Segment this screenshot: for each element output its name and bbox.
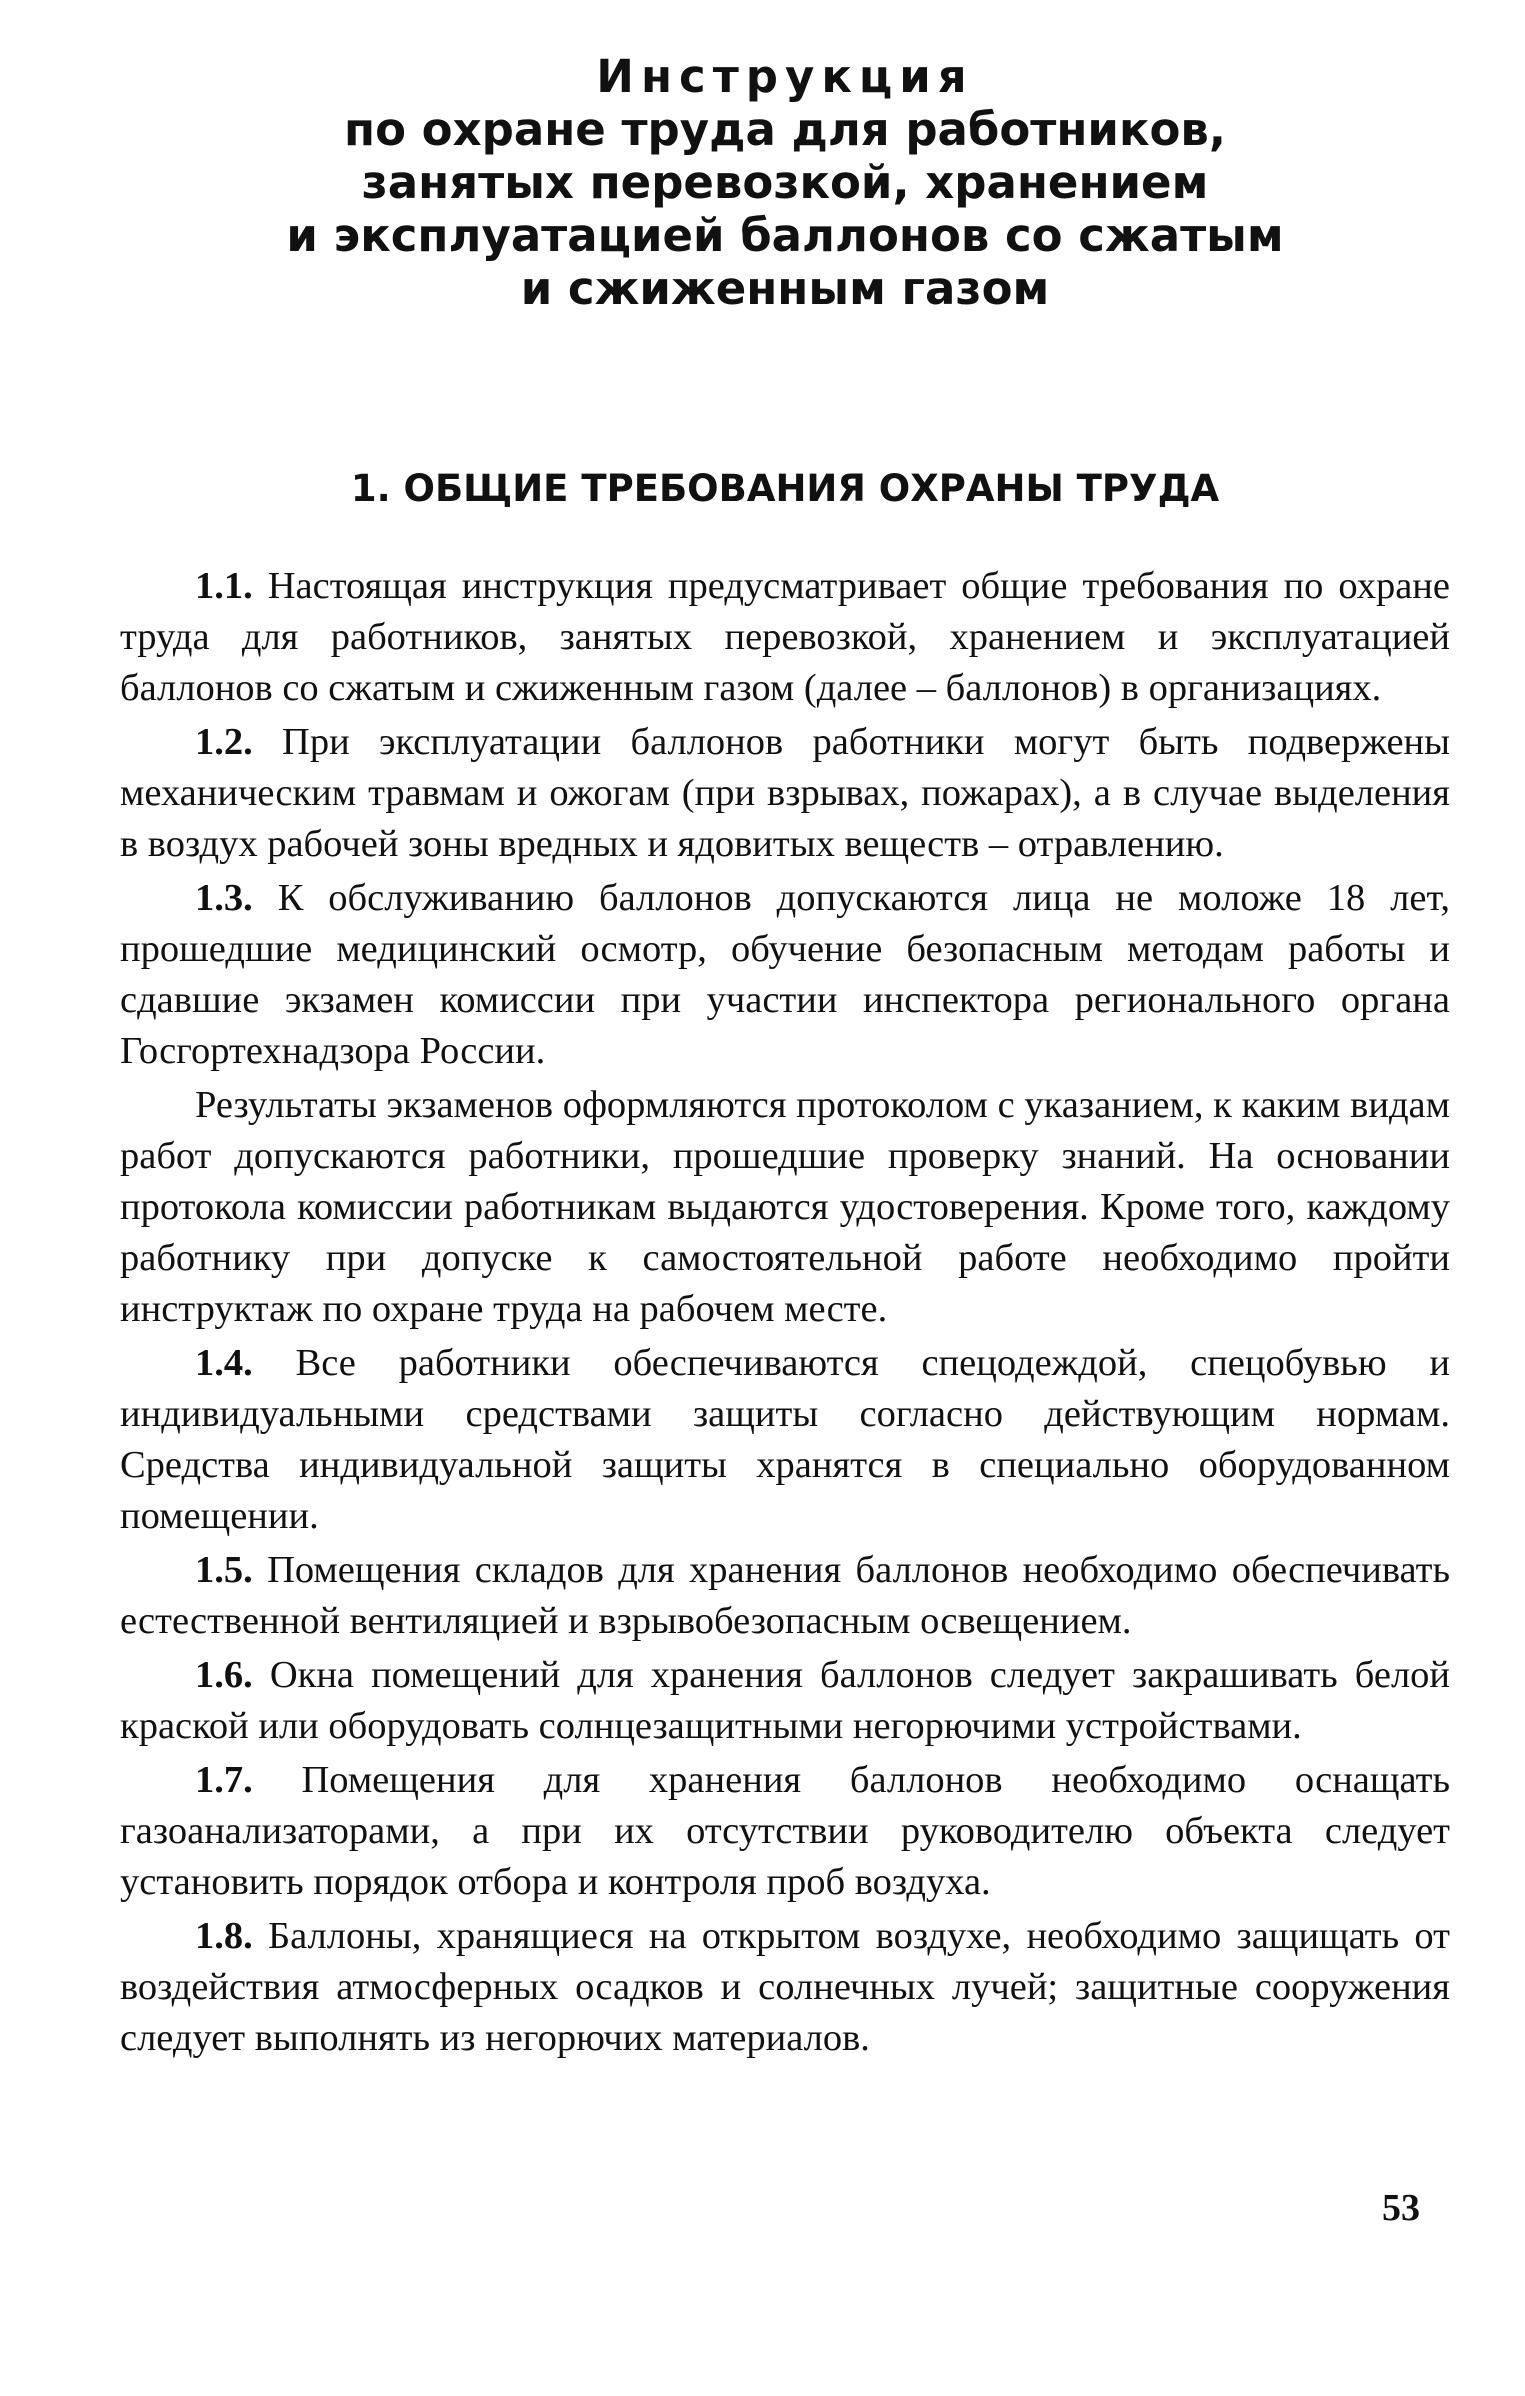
clause-number: 1.7.: [195, 1759, 253, 1801]
title-line: занятых перевозкой, хранением: [361, 156, 1209, 209]
page-number: 53: [1382, 2187, 1420, 2229]
document-page: [120, 50, 1450, 2350]
paragraph-text: При эксплуатации баллонов работники могут быть подвержены механическим травмам и ожогам (при взрывах, пожарах), а в случае выделения в воздух рабочей зоны вредных и ядовитых веществ – отравлению.: [120, 721, 1450, 865]
section-body: [120, 561, 1450, 2064]
document-title: [120, 50, 1450, 315]
clause-number: 1.5.: [195, 1549, 253, 1591]
clause-number: 1.6.: [195, 1654, 253, 1696]
paragraph-text: Все работники обеспечиваются спецодеждой, спецобувью и индивидуальными средствами защиты согласно действующим нормам. Средства индивидуальной защиты хранятся в специально оборудованном помещении.: [120, 1342, 1450, 1537]
paragraph-text: Окна помещений для хранения баллонов следует закрашивать белой краской или оборудовать солнцезащитными негорючими устройствами.: [120, 1654, 1451, 1747]
paragraph-1-3: [120, 873, 1450, 1077]
paragraph-1-3-continued: [120, 1080, 1450, 1335]
clause-number: 1.1.: [195, 565, 253, 607]
paragraph-text: К обслуживанию баллонов допускаются лица не моложе 18 лет, прошедшие медицинский осмотр, обучение безопасным методам работы и сдавшие экзамен комиссии при участии инспектора регионального органа Госгортехнадзора России.: [120, 877, 1450, 1072]
paragraph-1-2: [120, 717, 1450, 870]
clause-number: 1.3.: [195, 877, 253, 919]
paragraph-text: Помещения складов для хранения баллонов необходимо обеспечивать естественной вентиляцией и взрывобезопасным освещением.: [120, 1549, 1450, 1642]
paragraph-text: Помещения для хранения баллонов необходимо оснащать газоанализаторами, а при их отсутствии руководителю объекта следует установить порядок отбора и контроля проб воздуха.: [120, 1759, 1450, 1903]
paragraph-1-8: [120, 1911, 1450, 2064]
title-line: и эксплуатацией баллонов со сжатым: [286, 209, 1284, 262]
paragraph-1-7: [120, 1755, 1450, 1908]
title-line: по охране труда для работников,: [344, 103, 1226, 156]
paragraph-1-1: [120, 561, 1450, 714]
title-line: и сжиженным газом: [520, 262, 1050, 315]
clause-number: 1.2.: [195, 721, 253, 763]
section-heading: 1. ОБЩИЕ ТРЕБОВАНИЯ ОХРАНЫ ТРУДА: [350, 467, 1220, 510]
paragraph-text: Результаты экзаменов оформляются протоколом с указанием, к каким видам работ допускаются работники, прошедшие проверку знаний. На основании протокола комиссии работникам выдаются удостоверения. Кроме того, каждому работнику при допуске к самостоятельной работе необходимо пройти инструктаж по охране труда на рабочем месте.: [120, 1084, 1450, 1330]
clause-number: 1.4.: [195, 1342, 253, 1384]
paragraph-1-6: [120, 1650, 1450, 1752]
paragraph-text: Настоящая инструкция предусматривает общие требования по охране труда для работников, занятых перевозкой, хранением и эксплуатацией баллонов со сжатым и сжиженным газом (далее – баллонов) в организациях.: [120, 565, 1450, 709]
title-line: Инструкция: [596, 50, 974, 103]
paragraph-1-5: [120, 1545, 1450, 1647]
clause-number: 1.8.: [195, 1915, 253, 1957]
paragraph-text: Баллоны, хранящиеся на открытом воздухе, необходимо защищать от воздействия атмосферных осадков и солнечных лучей; защитные сооружения следует выполнять из негорючих материалов.: [120, 1915, 1450, 2059]
paragraph-1-4: [120, 1338, 1450, 1542]
